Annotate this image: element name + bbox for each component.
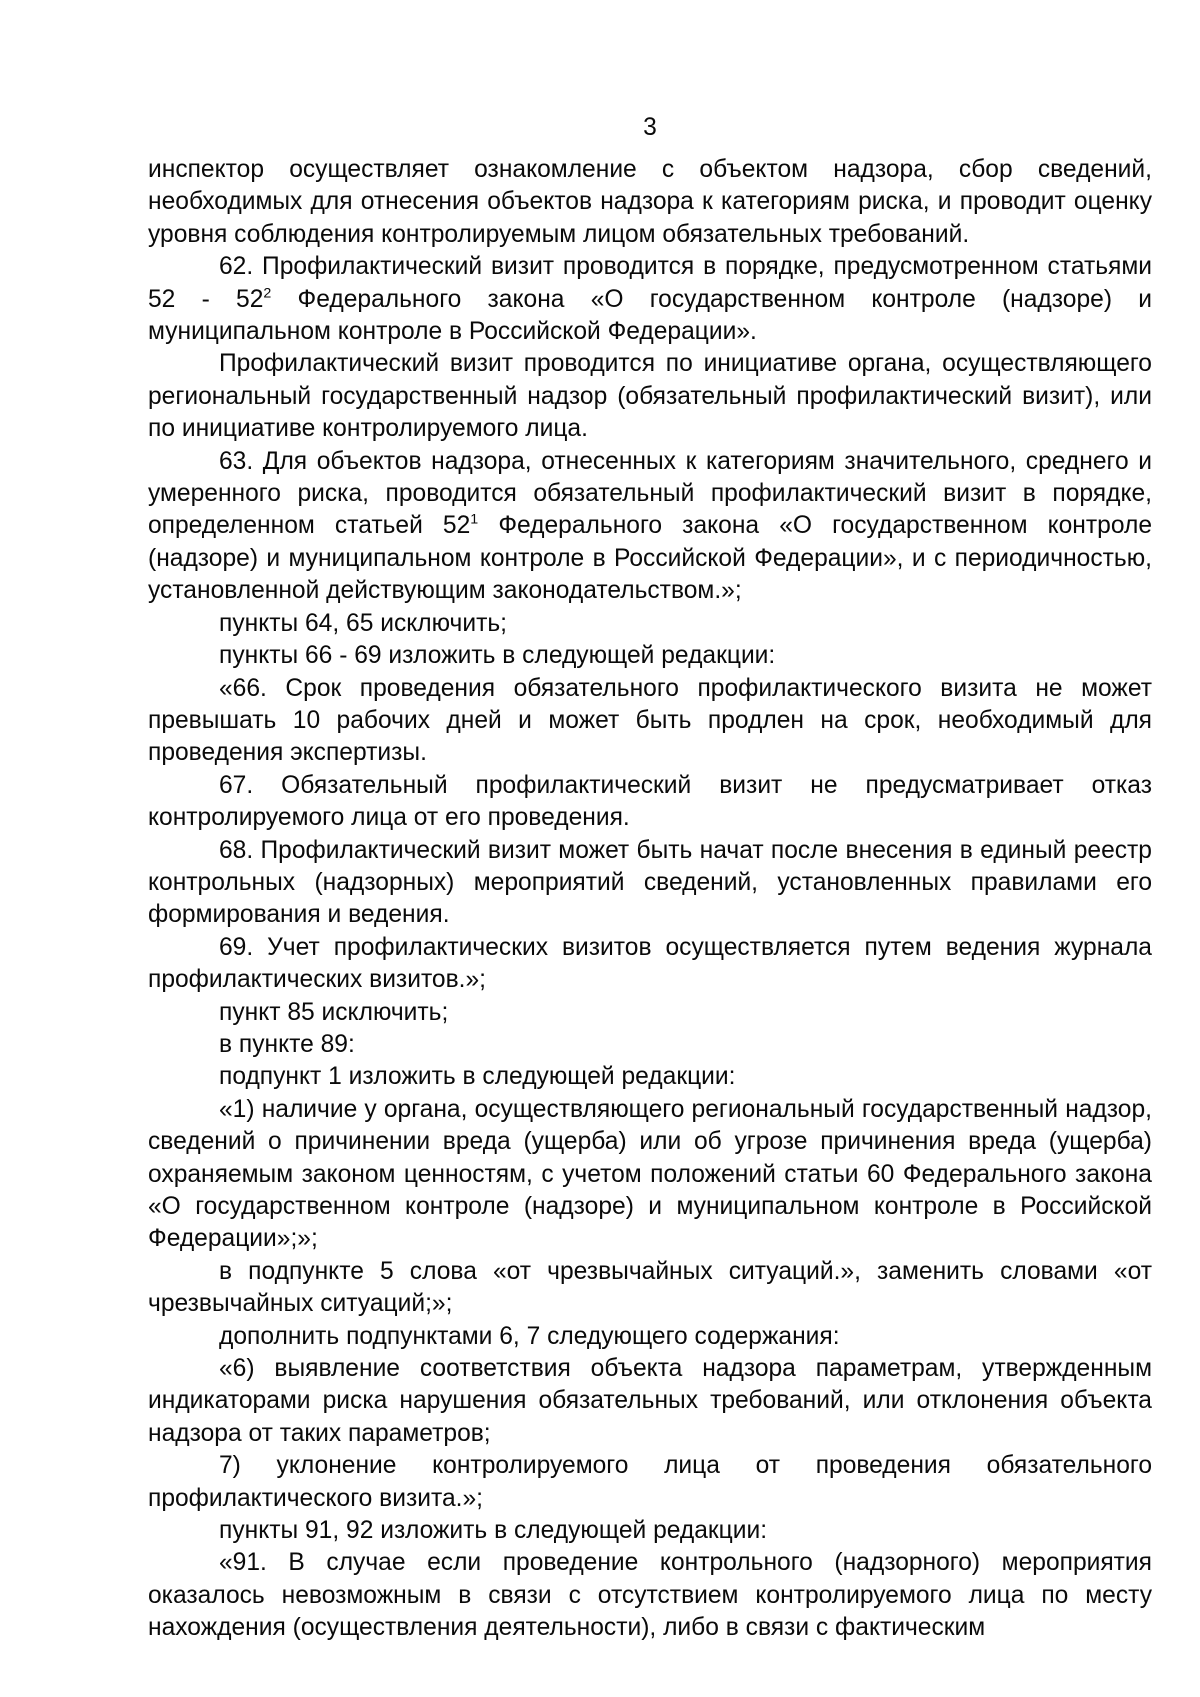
paragraph: [148, 348, 1152, 445]
paragraph: [148, 1256, 1152, 1321]
paragraph: [148, 154, 1152, 251]
paragraph-text: «91. В случае если проведение контрольного (надзорного) мероприятия оказалось невозможным в связи с отсутствием контролируемого лица по месту нахождения (осуществления деятельности), либо в связи с фактическим: [148, 1549, 1152, 1642]
paragraph: [148, 997, 1152, 1029]
paragraph-text: 68. Профилактический визит может быть начат после внесения в единый реестр контрольных (надзорных) мероприятий сведений, установленных правилами его формирования и ведения.: [148, 836, 1152, 929]
paragraph: [148, 835, 1152, 932]
paragraph: [148, 1094, 1152, 1256]
paragraph-text: пункт 85 исключить;: [219, 998, 449, 1026]
paragraph-text: Федерального закона «О государственном контроле (надзоре) и муниципальном контроле в Российской Федерации», и с периодичностью, установленной действующим законодательством.»;: [148, 512, 1152, 605]
paragraph: [148, 770, 1152, 835]
paragraph-text: 7) уклонение контролируемого лица от проведения обязательного профилактического визита.»;: [148, 1452, 1152, 1512]
paragraph-text: пункты 91, 92 изложить в следующей редакции:: [219, 1517, 768, 1545]
paragraph-text: «6) выявление соответствия объекта надзора параметрам, утвержденным индикаторами риска нарушения обязательных требований, или отклонения объекта надзора от таких параметров;: [148, 1355, 1152, 1447]
paragraph-text: 69. Учет профилактических визитов осуществляется путем ведения журнала профилактических визитов.»;: [148, 933, 1152, 994]
paragraph-text: 63. Для объектов надзора, отнесенных к категориям значительного, среднего и умеренного риска, проводится обязательный профилактический визит в порядке, определенном статьей 52: [148, 447, 1152, 540]
paragraph: [148, 608, 1152, 640]
paragraph-text: подпункт 1 изложить в следующей редакции:: [219, 1063, 736, 1091]
paragraph-text: в пункте 89:: [219, 1030, 355, 1058]
paragraph: [148, 1353, 1152, 1450]
paragraph: [148, 932, 1152, 997]
paragraph-text: «66. Срок проведения обязательного профилактического визита не может превышать 10 рабочих дней и может быть продлен на срок, необходимый для проведения экспертизы.: [148, 674, 1152, 767]
paragraph-text: Профилактический визит проводится по инициативе органа, осуществляющего региональный государственный надзор (обязательный профилактический визит), или по инициативе контролируемого лица.: [148, 350, 1152, 443]
paragraph: [148, 1450, 1152, 1515]
paragraph: [148, 1029, 1152, 1061]
page-number: 3: [643, 114, 657, 141]
paragraph: [148, 1061, 1152, 1093]
paragraph: [148, 1321, 1152, 1353]
paragraph: [148, 1515, 1152, 1547]
paragraph-text: пункты 64, 65 исключить;: [219, 609, 508, 637]
superscript: 2: [263, 284, 272, 301]
paragraph-text: инспектор осуществляет ознакомление с объектом надзора, сбор сведений, необходимых для отнесения объектов надзора к категориям риска, и проводит оценку уровня соблюдения контролируемым лицом обязательных требований.: [148, 156, 1152, 248]
paragraph: [148, 446, 1152, 608]
paragraph-text: «1) наличие у органа, осуществляющего региональный государственный надзор, сведений о причинении вреда (ущерба) или об угрозе причинения вреда (ущерба) охраняемым законом ценностям, с учетом положений статьи 60 Федерального закона «О государственном контроле (надзоре) и муниципальном контроле в Российской Федерации»;»;: [148, 1095, 1152, 1253]
superscript: 1: [470, 511, 479, 528]
paragraph-text: пункты 66 - 69 изложить в следующей редакции:: [219, 642, 776, 670]
document-body: [148, 154, 1152, 1645]
paragraph: [148, 640, 1152, 672]
paragraph-text: в подпункте 5 слова «от чрезвычайных ситуаций.», заменить словами «от чрезвычайных ситуаций;»;: [148, 1257, 1152, 1318]
paragraph: [148, 251, 1152, 348]
paragraph: [148, 1547, 1152, 1644]
paragraph-text: 67. Обязательный профилактический визит не предусматривает отказ контролируемого лица от его проведения.: [148, 771, 1152, 832]
paragraph-text: дополнить подпунктами 6, 7 следующего содержания:: [219, 1322, 840, 1350]
paragraph-text: 62. Профилактический визит проводится в порядке, предусмотренном статьями 52 - 52: [148, 253, 1152, 313]
paragraph-text: Федерального закона «О государственном контроле (надзоре) и муниципальном контроле в Российской Федерации».: [148, 285, 1152, 346]
paragraph: [148, 673, 1152, 770]
